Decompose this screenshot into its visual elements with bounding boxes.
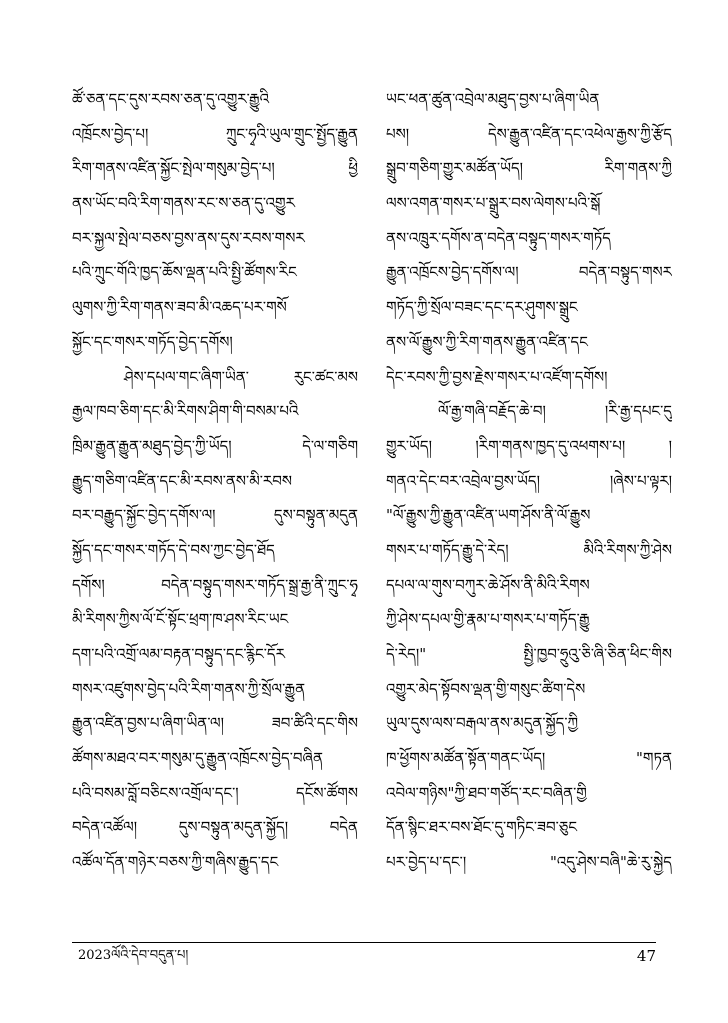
text-line: ཡུལ་དུས་ལས་བརྒལ་ནས་མདུན་སྐྱོད་ཀྱི [386,714,579,733]
text-line: ཁྲིམ་རྒྱུན་རྒྱུན་མཐུད་བྱེད་ཀྱི་ཡོད། དེ་ལ་གཅིག [72,436,358,455]
footer-rule [72,942,656,943]
text-line: རྒྱུད་གཅིག་འཛིན་དང་མི་རབས་ནས་མི་རབས [72,471,292,490]
text-line: གཏོད་ཀྱི་སྲོལ་བཟང་དང་དར་ཤུགས་སྒྲུང [386,298,578,317]
text-line: འཁྲོངས་བྱེད་པ། ཀྲུང་ཧྭའི་ཡུལ་གྲུང་སྤྱོད་རྒྱུན [72,124,358,143]
text-line: བར་བརྒྱུད་སྐྱོང་བྱེད་དགོས་ལ། དུས་བསྟུན་མདུན [72,506,358,525]
text-line: རིག་གནས་འཛིན་སྐྱོང་སྤེལ་གསུམ་བྱེད་པ། ཕྱི [72,159,358,178]
text-line: ལུགས་ཀྱི་རིག་གནས་ཟབ་མི་འཆད་པར་གསོ [72,298,287,317]
text-line: པས། དེས་རྒྱུན་འཛིན་དང་འཕེལ་རྒྱས་ཀྱི་རྩོད [386,124,672,143]
text-line: ཚོ་ཅན་དང་དུས་རབས་ཅན་དུ་འགྱུར་རྒྱུའི [72,90,270,108]
text-line: ཤེས་དཔལ་གང་ཞིག་ཡིན་ རུང་ཚང་མས [124,367,358,386]
text-line: དག་པའི་འགྲོ་ལམ་བརྟན་བསྟུད་དང་རྙིང་དོར [72,645,285,663]
issue-label: 2023ལོའི་དེབ་བདུན་པ། [78,948,189,963]
text-line: ནས་འཁྲུར་དགོས་ན་བདེན་བསྟུད་གསར་གཏོད [386,228,611,247]
text-line: རྒྱུན་འཛིན་བྱས་པ་ཞིག་ཡིན་ལ། ཟབ་ཚིའི་དང་གིས [72,714,358,733]
text-line: ནས་ལོ་རྒྱུས་ཀྱི་རིག་གནས་རྒྱུན་འཛིན་དང [386,332,588,351]
text-line: པའི་བསམ་བློ་བཅིངས་འགྲོལ་དང་། དངོས་ཚོགས [72,783,358,802]
text-line: ཁ་ཕྱོགས་མཚོན་སྟོན་གནང་ཡོད། "གཏན [386,749,672,768]
text-line: ཚོགས་མཐའ་བར་གསུམ་དུ་རྒྱུན་འཁྲོངས་བྱེད་བཞིན [72,749,323,768]
right-text-column [386,82,672,880]
text-line: ལོ་རྒྱ་གཞི་བརྗོད་ཆེ་བ། །རི་རྒྱ་དཔང་དུ [438,402,672,421]
text-line: གསར་འཛུགས་བྱེད་པའི་རིག་གནས་ཀྱི་སྲོལ་རྒྱུན [72,679,306,698]
text-line: ཡང་ཕན་ཚུན་འབྲེལ་མཐུད་བྱས་པ་ཞིག་ཡིན [386,90,600,108]
text-line: འབེལ་གཉིས"ཀྱི་ཐབ་གཙོད་རང་བཞིན་གྱི [386,783,587,802]
text-line: རྒྱལ་ཁབ་ཅིག་དང་མི་རིགས་ཤིག་གི་བསམ་པའི [72,402,299,421]
text-line: ལས་འགན་གསར་པ་སྒྲུར་བས་ལེགས་པའི་སྒོ [386,194,601,213]
text-line: དཔལ་ལ་གུས་བཀུར་ཆེ་ཤོས་ནི་མིའི་རིགས [386,575,590,594]
text-line: དེང་རབས་ཀྱི་བྱས་རྗེས་གསར་པ་འཛོག་དགོས། [386,367,608,386]
text-line: འགྱུར་མེད་སྟོབས་ལྡན་གྱི་གསུང་ཚིག་དེས [386,679,586,698]
text-line: བདེན་འཚོལ། དུས་བསྟུན་མདུན་སྐྱོད། བདེན [72,818,358,837]
text-line: དོན་སྙིང་ཐར་བས་ཐོང་དུ་གཏིང་ཟབ་ཅུང [386,818,577,837]
left-text-column [72,82,358,880]
text-line: རྒྱུན་འཁྲོངས་བྱེད་དགོས་ལ། བདེན་བསྟུད་གསར [386,263,672,282]
text-line: གྱུར་ཡོད། །རིག་གནས་ཁྱད་དུ་འཕགས་པ། ། [386,436,672,455]
text-line: སྐྱོད་དང་གསར་གཏོད་དེ་བས་ཀྱང་བྱེད་ཐོད [72,540,275,559]
text-line: ནས་ཡོང་བའི་རིག་གནས་རང་ས་ཅན་དུ་འགྱུར [72,194,295,213]
text-line: སྐྱོང་དང་གསར་གཏོད་བྱེད་དགོས། [72,332,233,351]
text-line: ཀྱི་ཤེས་དཔལ་གྱི་རྣམ་པ་གསར་པ་གཏོད་རྒྱུ [386,610,590,629]
text-line: མི་རིགས་ཀྱིས་ལོ་ངོ་སྟོང་ཕྲག་ཁ་ཤས་རིང་ཡང [72,610,289,629]
text-line: བར་སྐྱལ་སྤེལ་བཅས་བྱས་ནས་དུས་རབས་གསར [72,228,305,247]
text-line: དགོས། བདེན་བསྟུད་གསར་གཏོད་སྒྲ་རྒྱ་ནི་ཀྲུང་ཧྭ [72,575,358,594]
text-line: གནའ་དེང་བར་འབྲེལ་བྱས་ཡོད། །ཞེས་པ་ལྟར། [386,471,672,490]
page-number: 47 [636,947,656,965]
text-line: གསར་པ་གཏོད་རྒྱུ་དེ་རེད། མིའི་རིགས་ཀྱི་ཤེས [386,540,672,559]
text-line: པའི་ཀྲུང་གོའི་ཁྱད་ཆོས་ལྡན་པའི་སྤྱི་ཚོགས་རིང [72,263,297,282]
text-line: "ལོ་རྒྱུས་ཀྱི་རྒྱུན་འཛིན་ཡག་ཤོས་ནི་ལོ་རྒྱུས [386,506,591,525]
text-line: དེ་རེད།" སྤྱི་ཁྱབ་ཧྲུའུ་ཅི་ཞི་ཅིན་ཕིང་གིས [386,645,672,663]
text-line: པར་བྱེད་པ་དང་། "འདུ་ཤེས་བཞི"ཆེ་རུ་སྐྱེད [386,853,672,872]
text-line: འཚོལ་དོན་གཉེར་བཅས་ཀྱི་གཞིས་རྒྱུད་དང [72,853,279,872]
text-line: སྒྲུབ་གཅིག་གྱུར་མཚོན་ཡོད། རིག་གནས་ཀྱི [386,159,672,178]
